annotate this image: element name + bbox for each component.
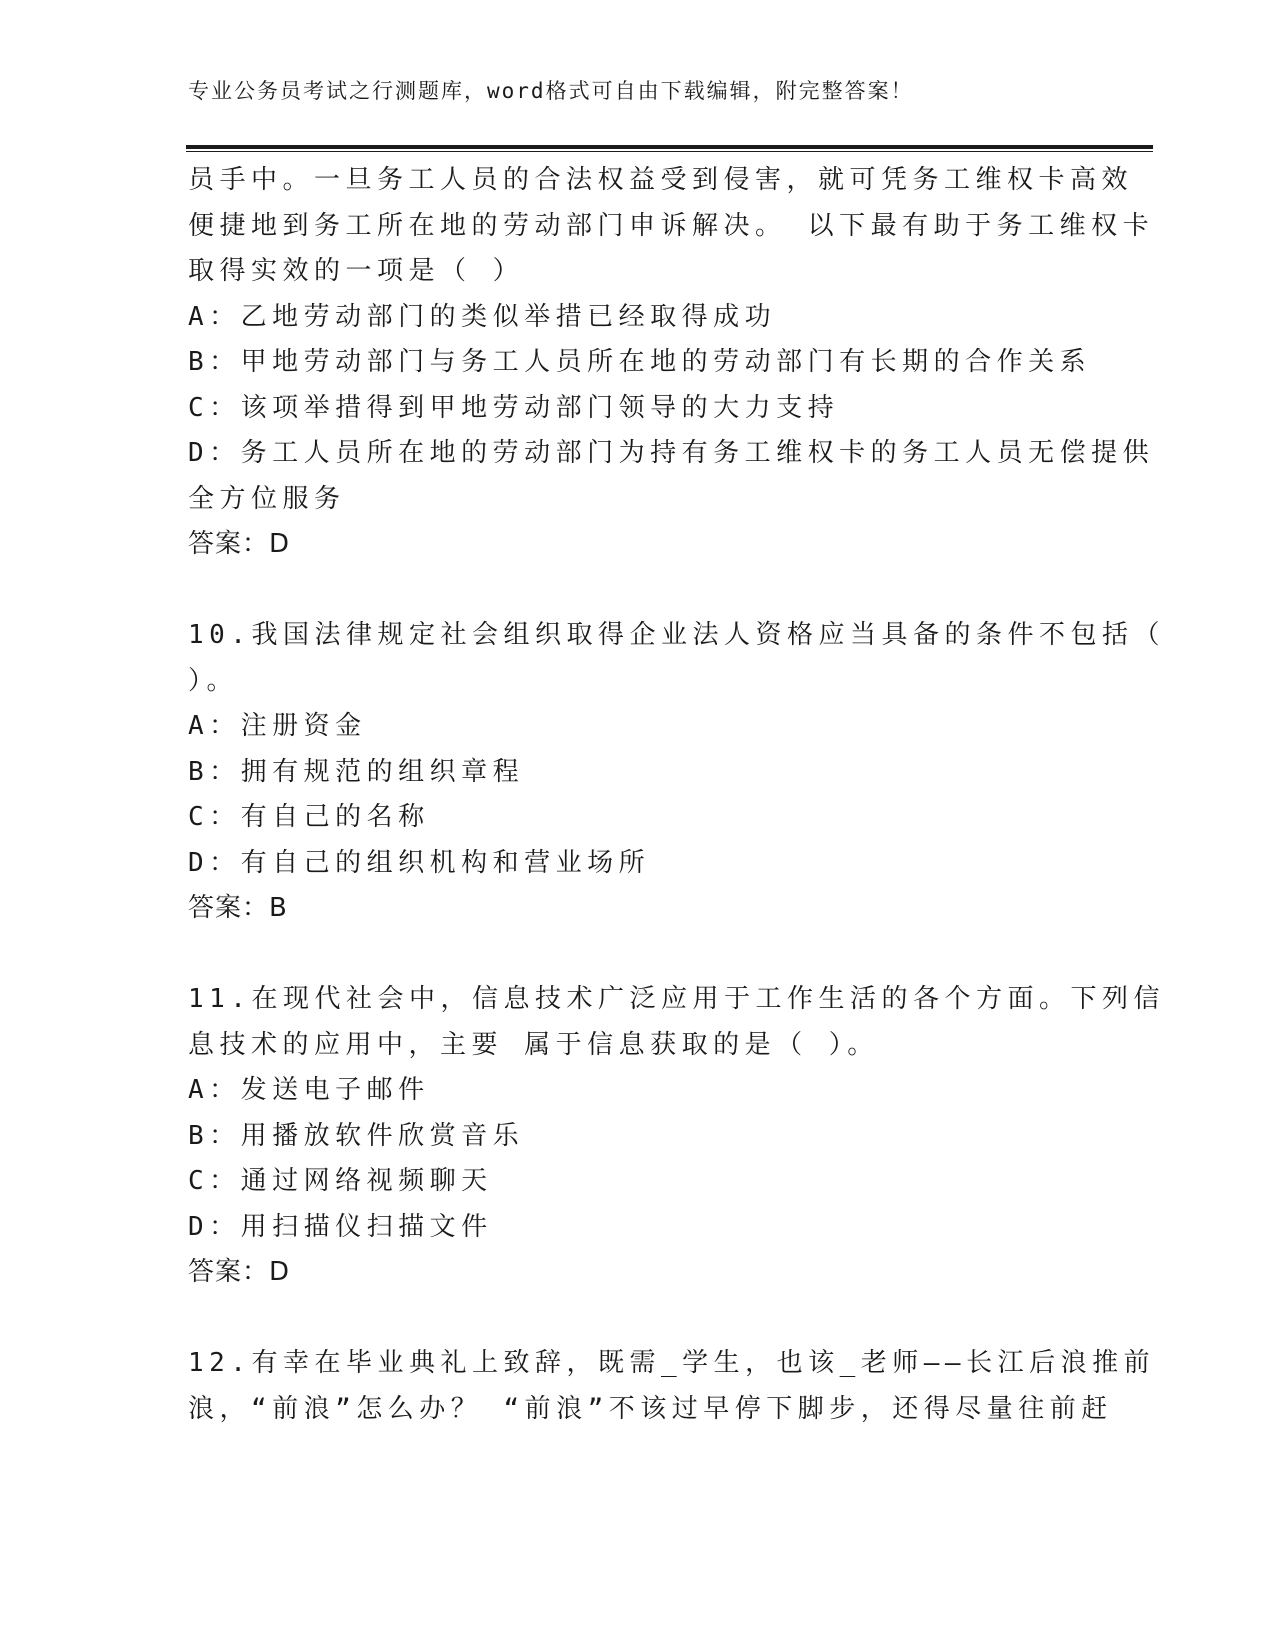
question-stem-line: 浪，“前浪”怎么办？ “前浪”不该过早停下脚步，还得尽量往前赶 xyxy=(188,1393,1113,1424)
spacer xyxy=(188,568,1088,614)
question-stem-line: 11.在现代社会中，信息技术广泛应用于工作生活的各个方面。下列信 xyxy=(188,984,1165,1014)
option-c: C：该项举措得到甲地劳动部门领导的大力支持 xyxy=(188,392,840,423)
header-rule-thin xyxy=(186,151,1153,152)
spacer xyxy=(188,932,1088,978)
question-stem-line: 息技术的应用中，主要 属于信息获取的是（ ）。 xyxy=(188,1029,879,1060)
option-c: C：通过网络视频聊天 xyxy=(188,1166,493,1196)
question-stem-line: 便捷地到务工所在地的劳动部门申诉解决。 以下最有助于务工维权卡 xyxy=(188,210,1155,241)
question-stem-line: 10.我国法律规定社会组织取得企业法人资格应当具备的条件不包括（ xyxy=(188,620,1165,650)
option-a: A：发送电子邮件 xyxy=(188,1075,430,1105)
option-b: B：甲地劳动部门与务工人员所在地的劳动部门有长期的合作关系 xyxy=(188,347,1092,377)
option-d-continued: 全方位服务 xyxy=(188,483,346,514)
page-header: 专业公务员考试之行测题库，word格式可自由下载编辑，附完整答案！ xyxy=(188,79,914,103)
option-d: D：用扫描仪扫描文件 xyxy=(188,1211,493,1242)
header-rule-thick xyxy=(186,145,1153,149)
question-stem-line: ）。 xyxy=(188,665,239,696)
option-b: B：用播放软件欣赏音乐 xyxy=(188,1120,525,1151)
question-stem-line: 取得实效的一项是（ ） xyxy=(188,256,525,286)
spacer xyxy=(188,1296,1088,1342)
option-a: A：注册资金 xyxy=(188,711,367,741)
option-d: D：有自己的组织机构和营业场所 xyxy=(188,847,651,878)
question-stem-line: 员手中。一旦务工人员的合法权益受到侵害，就可凭务工维权卡高效 xyxy=(188,165,1134,195)
question-stem-line: 12.有幸在毕业典礼上致辞，既需_学生，也该_老师——长江后浪推前 xyxy=(188,1348,1156,1378)
option-c: C：有自己的名称 xyxy=(188,802,430,832)
question-content xyxy=(188,158,1165,1432)
option-d: D：务工人员所在地的劳动部门为持有务工维权卡的务工人员无偿提供 xyxy=(188,438,1155,468)
answer-label: 答案：D xyxy=(188,1257,291,1287)
answer-label: 答案：B xyxy=(188,893,288,923)
option-a: A：乙地劳动部门的类似举措已经取得成功 xyxy=(188,301,777,332)
option-b: B：拥有规范的组织章程 xyxy=(188,756,525,787)
answer-label: 答案：D xyxy=(188,529,291,559)
